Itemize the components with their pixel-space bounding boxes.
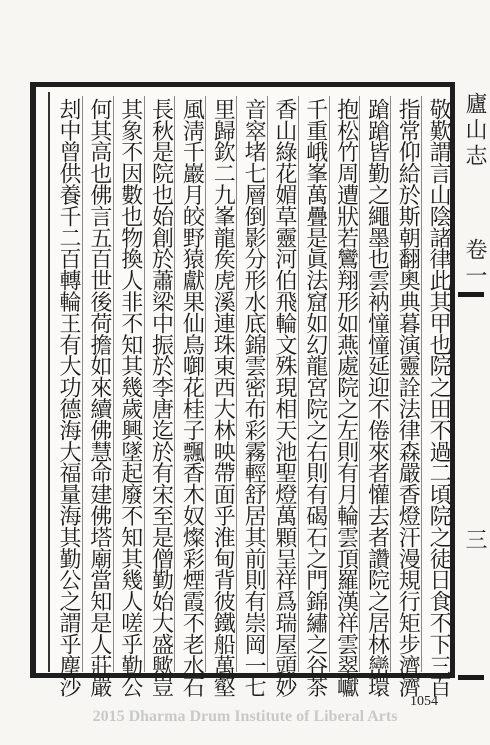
- text-column: [52, 96, 82, 698]
- text-column: [421, 96, 452, 698]
- text-column: [236, 96, 267, 698]
- column-text: 里歸欽二九峯龍矦虎溪連珠東西大林映帶面乎淮甸背彼鐵船萬壑: [210, 98, 236, 698]
- text-column: [144, 96, 175, 698]
- fishtail-mark: [458, 675, 484, 680]
- text-columns: [52, 96, 452, 698]
- text-column: [205, 96, 236, 698]
- margin-column: [457, 88, 487, 678]
- text-column: [329, 96, 360, 698]
- text-column: [82, 96, 113, 698]
- column-text: 抱松竹周遭狀若鸞翔形如燕處院之左則有月輪雲頂羅漢祥雲翠巘: [333, 98, 359, 698]
- page-number: 1054: [410, 694, 438, 709]
- fishtail-mark: [458, 292, 484, 297]
- column-text: 風淸千巖月皎野猿獻果仙鳥啣花桂子飄香木奴燦彩煙霞不老水石: [179, 98, 205, 698]
- margin-folio: 三: [462, 528, 487, 554]
- column-text: 指常仰給於斯朝翻奧典暮演靈詮法律森嚴香燈汗漫規行矩步濟濟: [395, 98, 421, 698]
- column-text: 敬歎謂言山陰諸律此其甲也院之田不過二頃院之徒日食不下三百: [426, 98, 452, 698]
- column-text: 音窣堵七層倒影分形水底錦雲密布彩霧輕舒居其前則有崇岡一七: [241, 98, 267, 698]
- text-column: [359, 96, 390, 698]
- column-text: 長秋是院也始創於蕭梁中振於李唐迄於有宋至是僧勤始大盛歟豈: [148, 98, 174, 698]
- column-text: 刦中曾供養千二百轉輪王有大功德海大福量海其勤公之謂乎塵沙: [56, 98, 81, 698]
- margin-volume: 卷一: [462, 238, 487, 290]
- text-column: [298, 96, 329, 698]
- text-column: [267, 96, 298, 698]
- watermark: 2015 Dharma Drum Institute of Liberal Arts: [92, 708, 398, 725]
- text-column: [113, 96, 144, 698]
- margin-title: 廬山志: [462, 92, 487, 170]
- column-text: 何其高也佛言五百世後荷擔如來續佛慧命建佛塔廟當知是人莊嚴: [86, 98, 112, 698]
- inner-rule: [48, 92, 50, 672]
- text-column: [174, 96, 205, 698]
- column-text: 其象不因數也物換人非不知其幾歲興墜起廢不知其幾人嗟乎勤公: [117, 98, 143, 698]
- column-text: 香山綠花媚草靈河伯飛輪文殊現相天池聖燈萬顆呈祥爲瑞屋頭妙: [271, 98, 297, 698]
- column-text: 蹌蹌皆勤之繩墨也雲衲憧憧延迎不倦來者懽去者讚院之居林巒環: [364, 98, 390, 698]
- column-text: 千重峨峯萬疊是眞法窟如幻龍宮院之右則有碣石之門錦繡之谷茶: [302, 98, 328, 698]
- text-column: [390, 96, 421, 698]
